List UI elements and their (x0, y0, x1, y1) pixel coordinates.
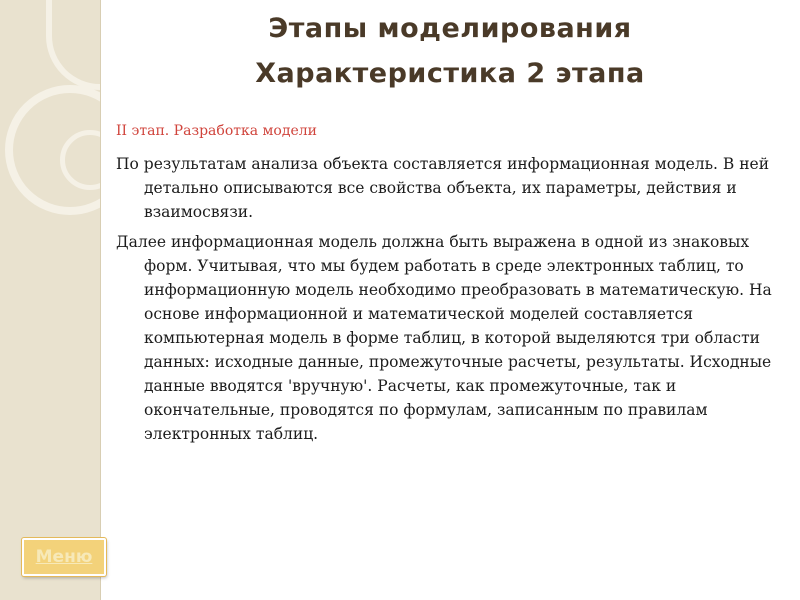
slide-content (116, 120, 784, 452)
paragraph-2: Далее информационная модель должна быть выражена в одной из знаковых форм. Учитывая, что мы будем работать в среде электронных таблиц, то информационную модель необходимо преобразовать в математическую. На основе информационной и математической моделей составляется компьютерная модель в форме таблиц, в которой выделяются три области данных: исходные данные, промежуточные расчеты, результаты. Исходные данные вводятся 'вручную'. Расчеты, как промежуточные, так и окончательные, проводятся по формулам, записанным по правилам электронных таблиц. (116, 233, 772, 443)
decorative-arc (46, 0, 100, 90)
title-line-1: Этапы моделирования (268, 13, 632, 44)
decorative-sidebar (0, 0, 101, 600)
stage-label: II этап. Разработка модели (116, 123, 317, 139)
slide-title (120, 6, 780, 96)
menu-button[interactable]: Меню (22, 538, 106, 576)
title-line-2: Характеристика 2 этапа (255, 58, 645, 89)
paragraph-1: По результатам анализа объекта составляется информационная модель. В ней детально описываются все свойства объекта, их параметры, действия и взаимосвязи. (116, 155, 770, 221)
